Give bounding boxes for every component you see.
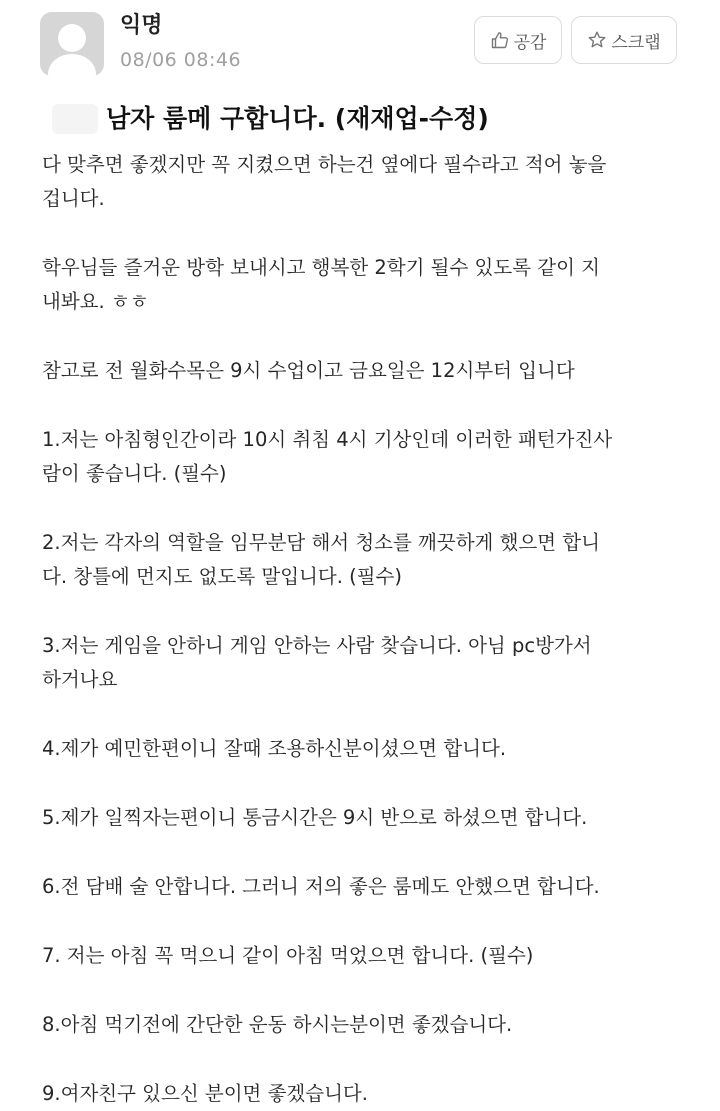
paragraph-spacer bbox=[42, 319, 692, 354]
body-line: 내봐요. ㅎㅎ bbox=[42, 290, 149, 313]
body-paragraph bbox=[42, 629, 692, 697]
scrap-button[interactable] bbox=[571, 16, 677, 64]
body-line: 참고로 전 월화수목은 9시 수업이고 금요일은 12시부터 입니다 bbox=[42, 359, 575, 382]
body-paragraph bbox=[42, 939, 692, 973]
body-line: 3.저는 게임을 안하니 게임 안하는 사람 찾습니다. 아님 pc방가서 bbox=[42, 634, 592, 657]
post-header bbox=[0, 0, 720, 84]
post-title: 남자 룸메 구합니다. (재재업-수정) bbox=[106, 104, 489, 133]
body-line: 9.여자친구 있으신 분이면 좋겠습니다. bbox=[42, 1082, 368, 1105]
body-line: 6.전 담배 술 안합니다. 그러니 저의 좋은 룸메도 안했으면 합니다. bbox=[42, 875, 600, 898]
author-name: 익명 bbox=[120, 13, 163, 38]
body-line: 1.저는 아침형인간이라 10시 취침 4시 기상인데 이러한 패턴가진사 bbox=[42, 428, 613, 451]
body-paragraph bbox=[42, 801, 692, 835]
body-paragraph bbox=[42, 526, 692, 594]
body-paragraph bbox=[42, 870, 692, 904]
body-line: 다. 창틀에 먼지도 없도록 말입니다. (필수) bbox=[42, 565, 402, 588]
body-line: 다 맞추면 좋겠지만 꼭 지켰으면 하는건 옆에다 필수라고 적어 놓을 bbox=[42, 153, 607, 176]
body-line: 4.제가 예민한편이니 잘때 조용하신분이셨으면 합니다. bbox=[42, 737, 507, 760]
body-line: 8.아침 먹기전에 간단한 운동 하시는분이면 좋겠습니다. bbox=[42, 1013, 513, 1036]
title-prefix-blur bbox=[52, 104, 98, 134]
paragraph-spacer bbox=[42, 697, 692, 732]
paragraph-spacer bbox=[42, 216, 692, 251]
paragraph-spacer bbox=[42, 594, 692, 629]
post-timestamp: 08/06 08:46 bbox=[120, 49, 242, 71]
body-paragraph bbox=[42, 354, 692, 388]
body-paragraph bbox=[42, 423, 692, 491]
thumbs-up-icon bbox=[490, 30, 510, 50]
paragraph-spacer bbox=[42, 904, 692, 939]
body-paragraph bbox=[42, 732, 692, 766]
paragraph-spacer bbox=[42, 766, 692, 801]
paragraph-spacer bbox=[42, 973, 692, 1008]
body-line: 람이 좋습니다. (필수) bbox=[42, 462, 227, 485]
star-icon bbox=[587, 30, 607, 50]
default-avatar-icon bbox=[40, 12, 104, 76]
body-paragraph bbox=[42, 251, 692, 319]
body-paragraph bbox=[42, 1008, 692, 1042]
paragraph-spacer bbox=[42, 388, 692, 423]
scrap-label: 스크랩 bbox=[611, 32, 661, 53]
paragraph-spacer bbox=[42, 835, 692, 870]
post-body bbox=[42, 148, 692, 1111]
like-button[interactable] bbox=[474, 16, 562, 64]
body-paragraph bbox=[42, 148, 692, 216]
body-paragraph bbox=[42, 1077, 692, 1111]
body-line: 겁니다. bbox=[42, 187, 105, 210]
like-label: 공감 bbox=[513, 32, 547, 53]
body-line: 7. 저는 아침 꼭 먹으니 같이 아침 먹었으면 합니다. (필수) bbox=[42, 944, 534, 967]
body-line: 하거나요 bbox=[42, 668, 118, 691]
body-line: 2.저는 각자의 역할을 임무분담 해서 청소를 깨끗하게 했으면 합니 bbox=[42, 531, 600, 554]
body-line: 5.제가 일찍자는편이니 통금시간은 9시 반으로 하셨으면 합니다. bbox=[42, 806, 588, 829]
paragraph-spacer bbox=[42, 1042, 692, 1077]
body-line: 학우님들 즐거운 방학 보내시고 행복한 2학기 될수 있도록 같이 지 bbox=[42, 256, 600, 279]
paragraph-spacer bbox=[42, 491, 692, 526]
